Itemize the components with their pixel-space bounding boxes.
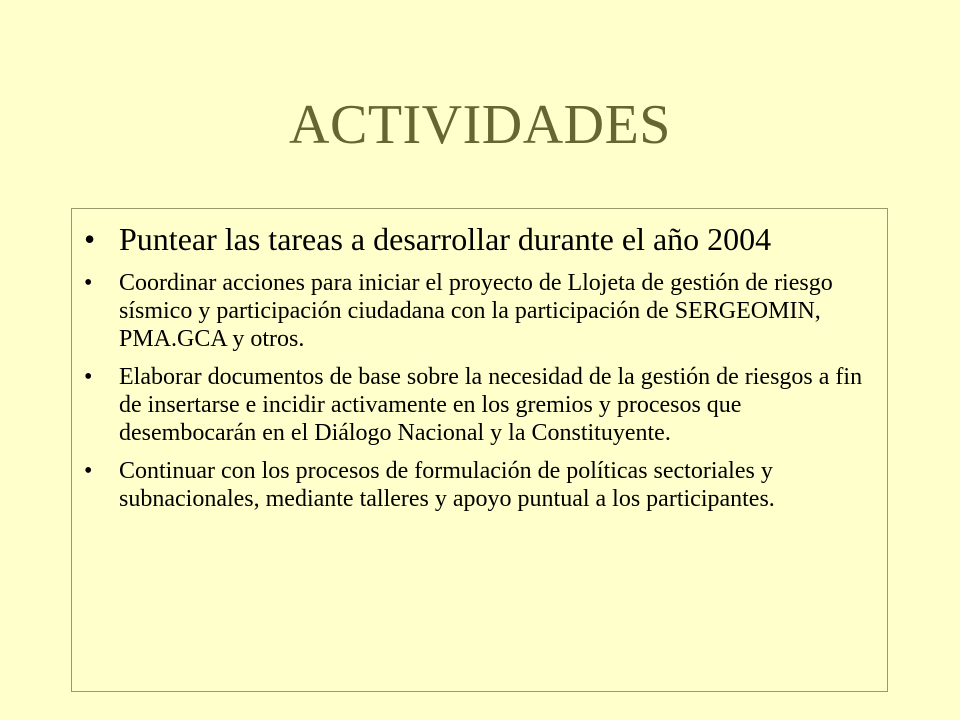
bullet-text: Elaborar documentos de base sobre la necesidad de la gestión de riesgos a fin de insertarse e incidir activamente en los gremios y procesos que desembocarán en el Diálogo Nacional y la Constituyente. [119, 364, 863, 446]
list-item [82, 221, 873, 257]
list-item [82, 457, 873, 513]
content-box [71, 208, 888, 692]
bullet-text: Continuar con los procesos de formulación de políticas sectoriales y subnacionales, mediante talleres y apoyo puntual a los participantes. [119, 458, 775, 512]
bullet-icon: • [84, 458, 93, 484]
bullet-icon: • [84, 221, 96, 257]
list-item [82, 363, 873, 447]
list-item [82, 269, 873, 353]
bullet-icon: • [84, 364, 93, 390]
bullet-list [82, 221, 873, 513]
bullet-text: Coordinar acciones para iniciar el proyecto de Llojeta de gestión de riesgo sísmico y participación ciudadana con la participación de SERGEOMIN, PMA.GCA y otros. [119, 270, 833, 352]
slide-title: ACTIVIDADES [289, 94, 671, 156]
bullet-text: Puntear las tareas a desarrollar durante el año 2004 [119, 221, 772, 257]
bullet-icon: • [84, 270, 93, 296]
